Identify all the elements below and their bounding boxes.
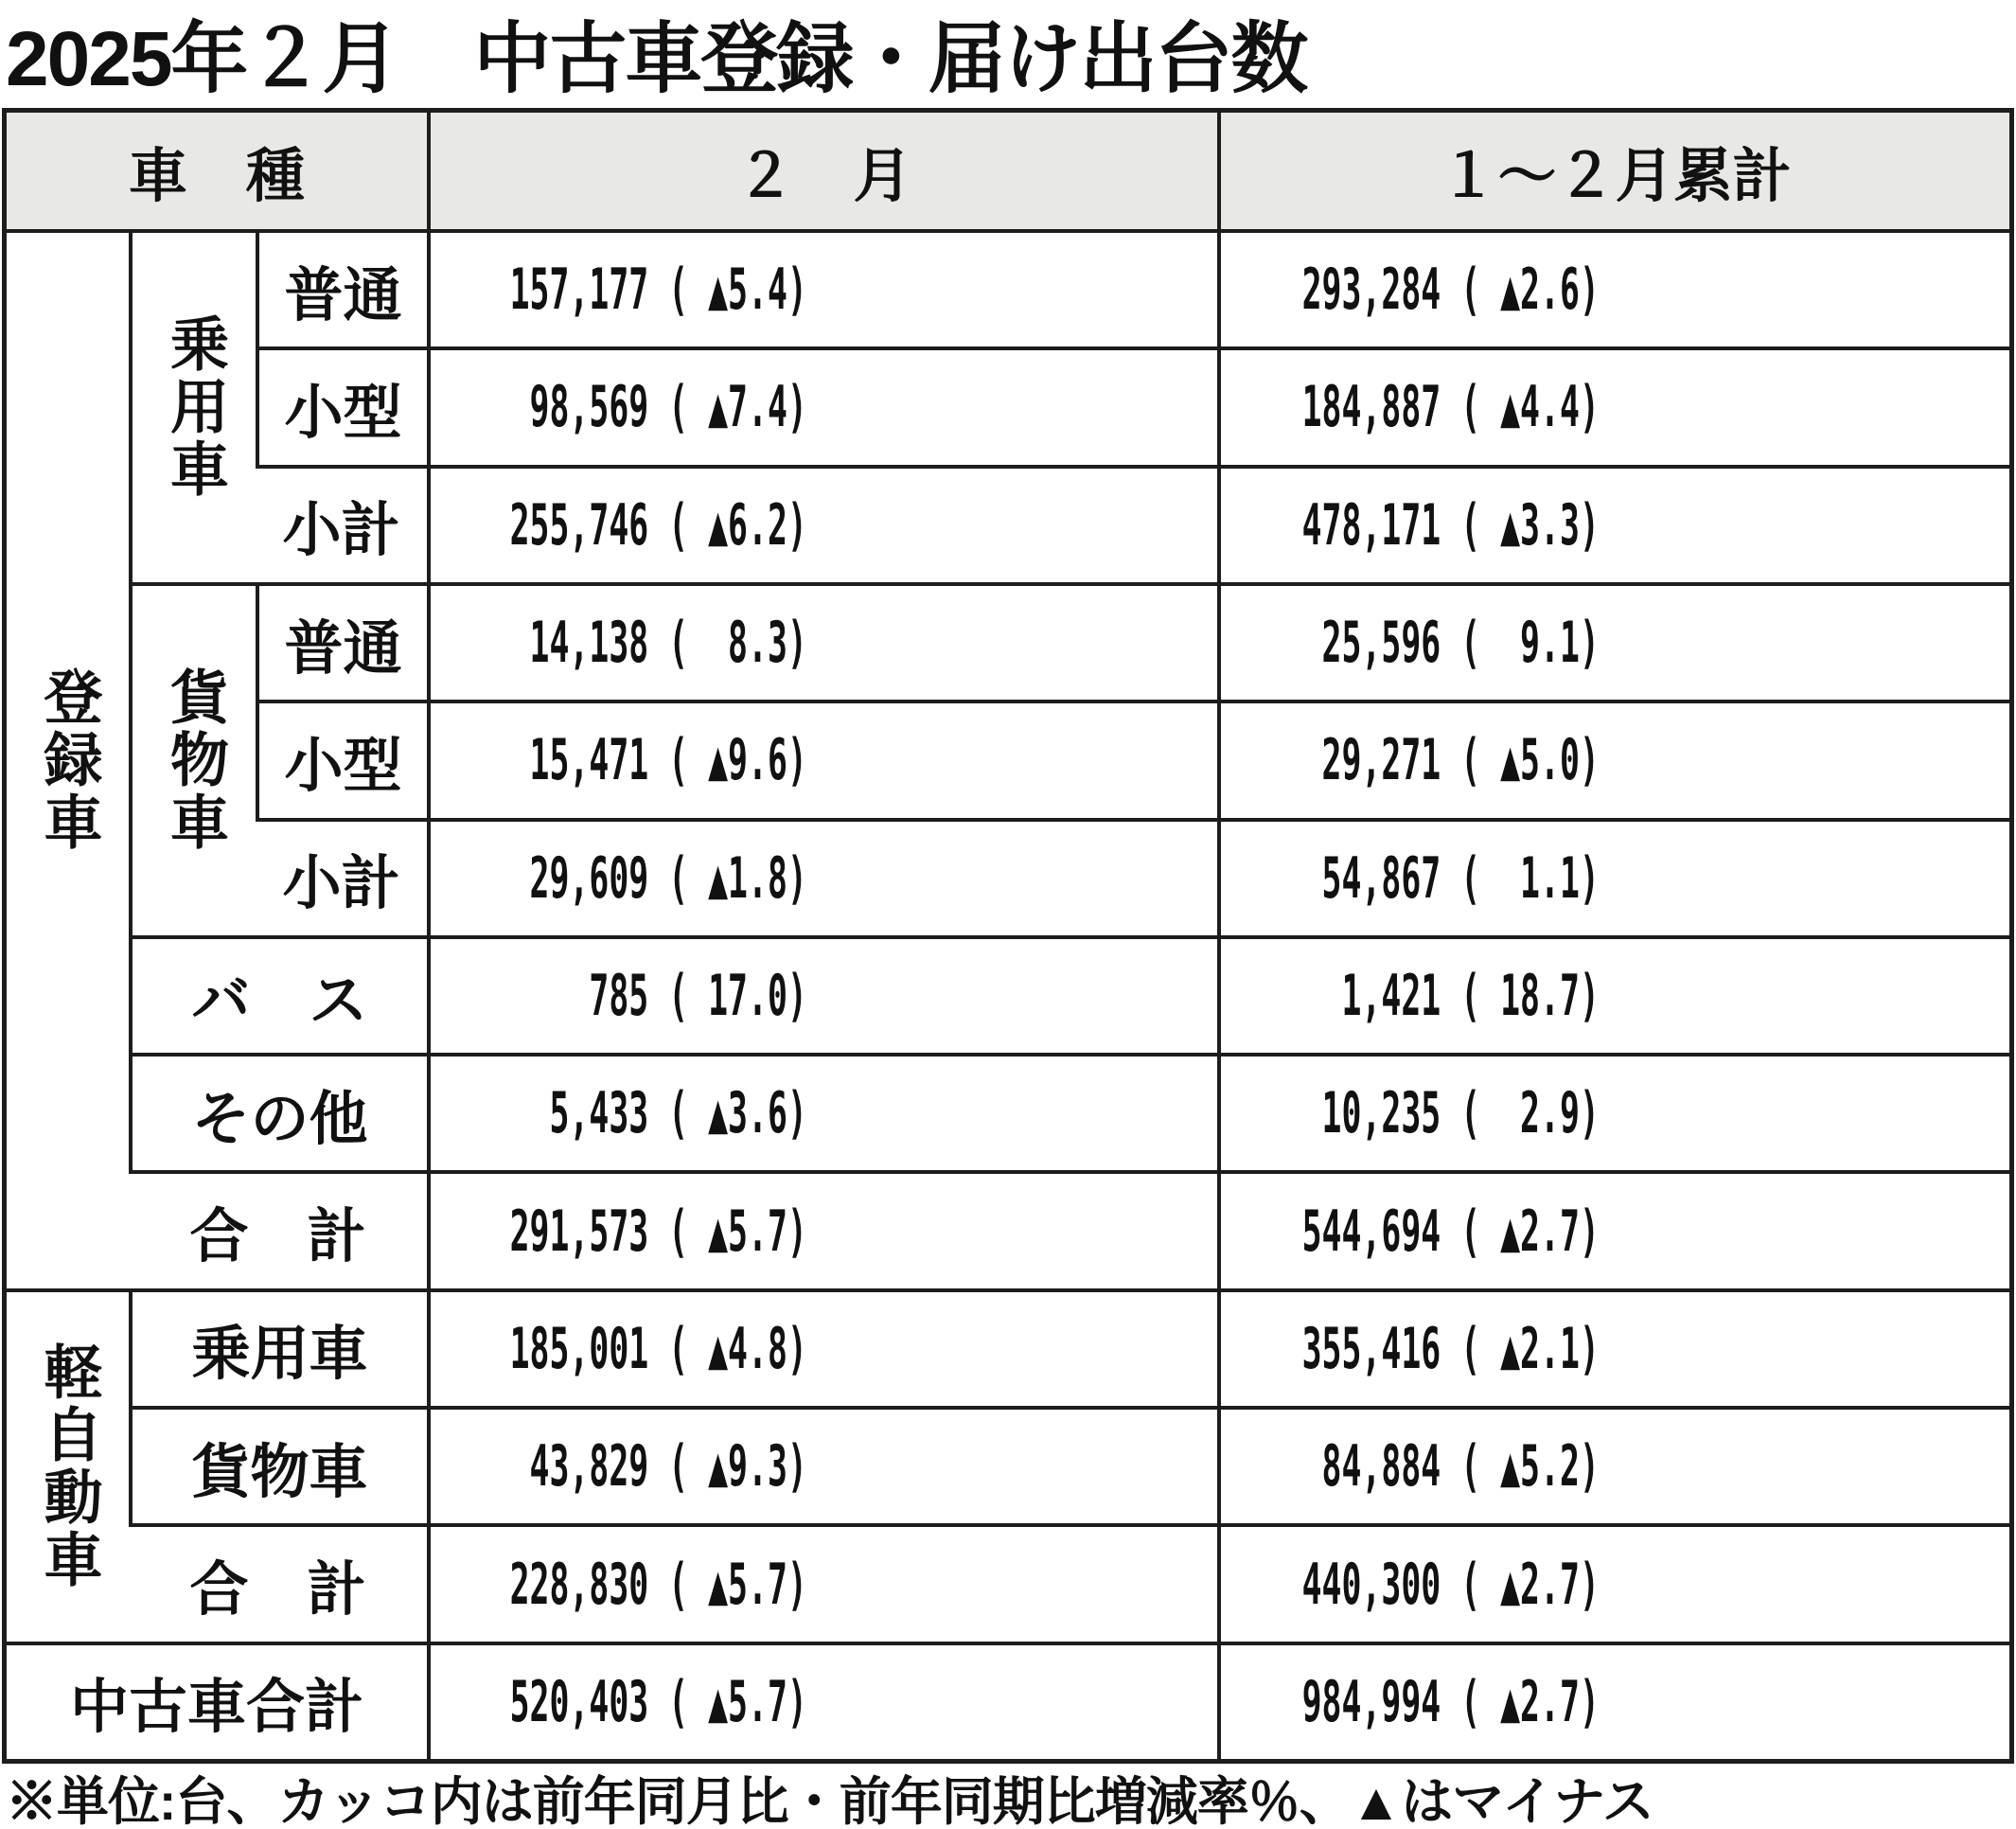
subgroup-passenger-text: 乗用車 [161, 313, 227, 502]
row-label-kei-passenger: 乗用車 [129, 1288, 427, 1406]
cum-value-other: 10,235 ( 2.9) [1217, 1053, 2009, 1170]
page-title: 2025年２月 中古車登録・届け出台数 [6, 15, 1307, 102]
cum-value-registered-passenger-subtotal: 478,171 ( ▲3.3) [1217, 465, 2009, 582]
cum-value-registered-total: 544,694 ( ▲2.7) [1217, 1170, 2009, 1287]
row-label-registered-cargo-standard: 普通 [256, 582, 427, 700]
feb-value-kei-total: 228,830 ( ▲5.7) [427, 1523, 1217, 1641]
group-kei-text: 軽自動車 [35, 1341, 100, 1592]
subgroup-label-passenger [129, 229, 256, 582]
feb-value-registered-passenger-subtotal: 255,746 ( ▲6.2) [427, 465, 1217, 582]
row-label-registered-passenger-small: 小型 [256, 346, 427, 464]
feb-value-registered-cargo-subtotal: 29,609 ( ▲1.8) [427, 818, 1217, 935]
feb-value-registered-passenger-standard: 157,177 ( ▲5.4) [427, 229, 1217, 346]
feb-value-registered-cargo-small: 15,471 ( ▲9.6) [427, 700, 1217, 817]
row-label-kei-cargo: 貨物車 [129, 1406, 427, 1523]
feb-value-bus: 785 ( 17.0) [427, 935, 1217, 1053]
row-label-kei-total: 合 計 [129, 1523, 427, 1641]
cum-value-grand-total: 984,994 ( ▲2.7) [1217, 1642, 2009, 1759]
cum-value-registered-cargo-small: 29,271 ( ▲5.0) [1217, 700, 2009, 817]
header-vehicle-type: 車 種 [7, 113, 427, 229]
feb-value-kei-passenger: 185,001 ( ▲4.8) [427, 1288, 1217, 1406]
footnote: ※単位:台、カッコ内は前年同月比・前年同期比増減率％、▲はマイナス [6, 1771, 1653, 1829]
cum-value-kei-cargo: 84,884 ( ▲5.2) [1217, 1406, 2009, 1523]
group-label-registered [7, 229, 129, 1288]
row-label-other: その他 [129, 1053, 427, 1170]
subgroup-cargo-text: 貨物車 [161, 666, 227, 855]
subgroup-label-cargo [129, 582, 256, 935]
row-label-registered-cargo-small: 小型 [256, 700, 427, 817]
cum-value-registered-cargo-subtotal: 54,867 ( 1.1) [1217, 818, 2009, 935]
statistics-table [2, 108, 2014, 1764]
row-label-registered-cargo-subtotal: 小計 [256, 818, 427, 935]
cum-value-kei-passenger: 355,416 ( ▲2.1) [1217, 1288, 2009, 1406]
feb-value-registered-total: 291,573 ( ▲5.7) [427, 1170, 1217, 1287]
row-label-registered-passenger-subtotal: 小計 [256, 465, 427, 582]
cum-value-bus: 1,421 ( 18.7) [1217, 935, 2009, 1053]
feb-value-grand-total: 520,403 ( ▲5.7) [427, 1642, 1217, 1759]
row-label-bus: バ ス [129, 935, 427, 1053]
row-label-grand-total: 中古車合計 [7, 1642, 427, 1759]
group-registered-text: 登録車 [35, 666, 100, 855]
row-label-registered-total: 合 計 [129, 1170, 427, 1287]
feb-value-registered-passenger-small: 98,569 ( ▲7.4) [427, 346, 1217, 464]
cum-value-registered-passenger-standard: 293,284 ( ▲2.6) [1217, 229, 2009, 346]
feb-value-other: 5,433 ( ▲3.6) [427, 1053, 1217, 1170]
header-cumulative: １～２月累計 [1217, 113, 2009, 229]
feb-value-registered-cargo-standard: 14,138 ( 8.3) [427, 582, 1217, 700]
cum-value-registered-passenger-small: 184,887 ( ▲4.4) [1217, 346, 2009, 464]
feb-value-kei-cargo: 43,829 ( ▲9.3) [427, 1406, 1217, 1523]
cum-value-registered-cargo-standard: 25,596 ( 9.1) [1217, 582, 2009, 700]
row-label-registered-passenger-standard: 普通 [256, 229, 427, 346]
header-february: ２ 月 [427, 113, 1217, 229]
cum-value-kei-total: 440,300 ( ▲2.7) [1217, 1523, 2009, 1641]
group-label-kei [7, 1288, 129, 1642]
